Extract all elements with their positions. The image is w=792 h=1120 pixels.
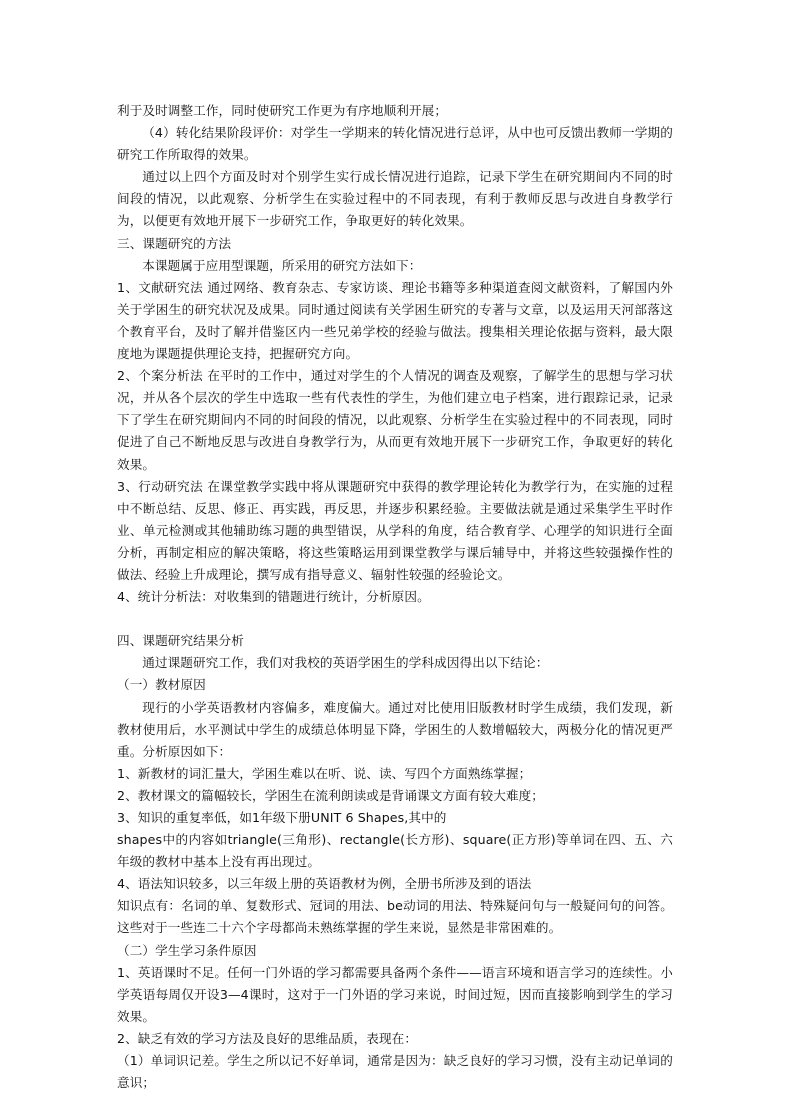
paragraph: 通过以上四个方面及时对个别学生实行成长情况进行追踪，记录下学生在研究期间内不同的时间段的情况，以此观察、分析学生在实验过程中的不同表现，有利于教师反思与改进自身教学行为，以便更有效地开展下一步研究工作，争取更好的转化效果。 (117, 169, 673, 229)
list-item: 2、缺乏有效的学习方法及良好的思维品质，表现在： (117, 1030, 418, 1046)
section-heading: 四、课题研究结果分析 (117, 633, 244, 649)
paragraph: shapes中的内容如triangle(三角形)、rectangle(长方形)、square(正方形)等单词在四、五、六年级的教材中基本上没有再出现过。 (117, 832, 673, 870)
subsection-heading: （一）教材原因 (117, 677, 206, 693)
list-item: 1、英语课时不足。任何一门外语的学习都需要具备两个条件——语言环境和语言学习的连续性。小学英语每周仅开设3—4课时，这对于一门外语的学习来说，时间过短，因而直接影响到学生的学习效果。 (117, 964, 673, 1024)
list-item: 3、行动研究法 在课堂教学实践中将从课题研究中获得的教学理论转化为教学行为，在实施的过程中不断总结、反思、修正、再实践，再反思，并逐步积累经验。主要做法就是通过采集学生平时作业、单元检测或其他辅助练习题的典型错误，从学科的角度，结合教育学、心理学的知识进行全面分析，再制定相应的解决策略，将这些策略运用到课堂教学与课后辅导中，并将这些较强操作性的做法、经验上升成理论，撰写成有指导意义、辐射性较强的经验论文。 (117, 478, 673, 582)
blank-line (117, 608, 673, 630)
document-page (117, 100, 673, 1094)
list-item: （1）单词识记差。学生之所以记不好单词，通常是因为：缺乏良好的学习习惯，没有主动记单词的意识； (117, 1053, 673, 1091)
list-item: 1、新教材的词汇量大，学困生难以在听、说、读、写四个方面熟练掌握； (117, 765, 532, 781)
list-item: 2、教材课文的篇幅较长，学困生在流利朗读或是背诵课文方面有较大难度； (117, 787, 545, 803)
section-heading: 三、课题研究的方法 (117, 235, 232, 251)
paragraph: 利于及时调整工作，同时使研究工作更为有序地顺利开展； (117, 103, 448, 118)
list-item: 4、语法知识较多，以三年级上册的英语教材为例，全册书所涉及到的语法 (117, 876, 532, 892)
paragraph: （4）转化结果阶段评价：对学生一学期来的转化情况进行总评，从中也可反馈出教师一学期的研究工作所取得的效果。 (117, 125, 673, 163)
subsection-heading: （二）学生学习条件原因 (117, 942, 257, 958)
list-item: 2、个案分析法 在平时的工作中，通过对学生的个人情况的调查及观察，了解学生的思想与学习状况，并从各个层次的学生中选取一些有代表性的学生，为他们建立电子档案，进行跟踪记录，记录下了学生在研究期间内不同的时间段的情况，以此观察、分析学生在实验过程中的不同表现，同时促进了自己不断地反思与改进自身教学行为，从而更有效地开展下一步研究工作，争取更好的转化效果。 (117, 368, 673, 472)
paragraph: 本课题属于应用型课题，所采用的研究方法如下： (142, 257, 422, 273)
list-item: 4、统计分析法：对收集到的错题进行统计，分析原因。 (117, 589, 430, 605)
paragraph: 通过课题研究工作，我们对我校的英语学困生的学科成因得出以下结论： (142, 655, 549, 671)
paragraph: 知识点有：名词的单、复数形式、冠词的用法、be动词的用法、特殊疑问句与一般疑问句的问答。这些对于一些连二十六个字母都尚未熟练掌握的学生来说，显然是非常困难的。 (117, 898, 673, 936)
list-item: 1、文献研究法 通过网络、教育杂志、专家访谈、理论书籍等多种渠道查阅文献资料，了解国内外关于学困生的研究状况及成果。同时通过阅读有关学困生研究的专著与文章，以及运用天河部落这个教育平台，及时了解并借鉴区内一些兄弟学校的经验与做法。搜集相关理论依据与资料，最大限度地为课题提供理论支持，把握研究方向。 (117, 279, 673, 362)
list-item: 3、知识的重复率低，如1年级下册UNIT 6 Shapes,其中的 (117, 810, 447, 825)
paragraph: 现行的小学英语教材内容偏多，难度偏大。通过对比使用旧版教材时学生成绩，我们发现，新教材使用后，水平测试中学生的成绩总体明显下降，学困生的人数增幅较大，两极分化的情况更严重。分析原因如下： (117, 699, 673, 759)
